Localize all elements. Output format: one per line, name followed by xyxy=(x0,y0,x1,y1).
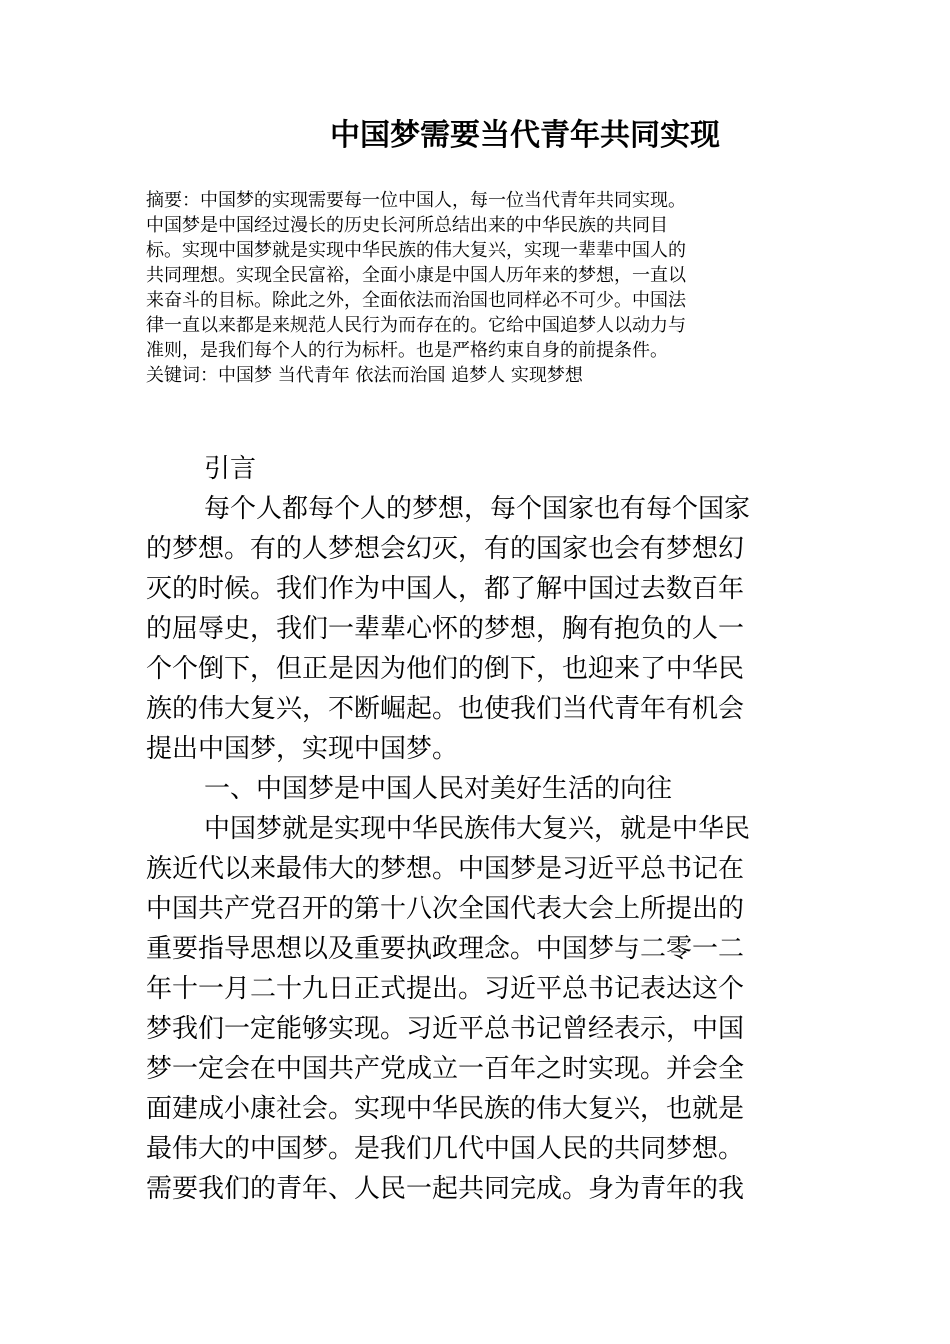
intro-line: 灭的时候。我们作为中国人，都了解中国过去数百年 xyxy=(146,574,745,604)
section-line: 梦一定会在中国共产党成立一百年之时实现。并会全 xyxy=(146,1054,745,1084)
section-line: 最伟大的中国梦。是我们几代中国人民的共同梦想。 xyxy=(146,1134,745,1164)
intro-heading: 引言 xyxy=(204,454,257,484)
abstract-block xyxy=(146,188,814,388)
abstract-line: 标。实现中国梦就是实现中华民族的伟大复兴，实现一辈辈中国人的 xyxy=(146,240,686,261)
section-line: 需要我们的青年、人民一起共同完成。身为青年的我 xyxy=(146,1174,745,1204)
intro-line: 族的伟大复兴，不断崛起。也使我们当代青年有机会 xyxy=(146,694,745,724)
intro-line: 每个人都每个人的梦想，每个国家也有每个国家 xyxy=(204,494,751,524)
section-line: 族近代以来最伟大的梦想。中国梦是习近平总书记在 xyxy=(146,854,745,884)
abstract-line: 律一直以来都是来规范人民行为而存在的。它给中国追梦人以动力与 xyxy=(146,315,686,336)
document-title: 中国梦需要当代青年共同实现 xyxy=(330,118,720,153)
intro-line: 的屈辱史，我们一辈辈心怀的梦想，胸有抱负的人一 xyxy=(146,614,745,644)
body-text xyxy=(146,449,814,1209)
intro-line: 的梦想。有的人梦想会幻灭，有的国家也会有梦想幻 xyxy=(146,534,745,564)
keywords-line: 关键词：中国梦 当代青年 依法而治国 追梦人 实现梦想 xyxy=(146,365,583,386)
section-line: 重要指导思想以及重要执政理念。中国梦与二零一二 xyxy=(146,934,745,964)
abstract-line: 来奋斗的目标。除此之外，全面依法而治国也同样必不可少。中国法 xyxy=(146,290,686,311)
section-heading: 一、中国梦是中国人民对美好生活的向往 xyxy=(204,774,673,804)
abstract-line: 摘要：中国梦的实现需要每一位中国人，每一位当代青年共同实现。 xyxy=(146,190,686,211)
intro-line: 提出中国梦，实现中国梦。 xyxy=(146,734,459,764)
section-line: 梦我们一定能够实现。习近平总书记曾经表示，中国 xyxy=(146,1014,745,1044)
abstract-line: 共同理想。实现全民富裕，全面小康是中国人历年来的梦想，一直以 xyxy=(146,265,686,286)
section-line: 年十一月二十九日正式提出。习近平总书记表达这个 xyxy=(146,974,745,1004)
section-line: 面建成小康社会。实现中华民族的伟大复兴，也就是 xyxy=(146,1094,745,1124)
section-line: 中国梦就是实现中华民族伟大复兴，就是中华民 xyxy=(204,814,751,844)
abstract-line: 准则，是我们每个人的行为标杆。也是严格约束自身的前提条件。 xyxy=(146,340,668,361)
section-line: 中国共产党召开的第十八次全国代表大会上所提出的 xyxy=(146,894,745,924)
abstract-line: 中国梦是中国经过漫长的历史长河所总结出来的中华民族的共同目 xyxy=(146,215,668,236)
intro-line: 个个倒下，但正是因为他们的倒下，也迎来了中华民 xyxy=(146,654,745,684)
